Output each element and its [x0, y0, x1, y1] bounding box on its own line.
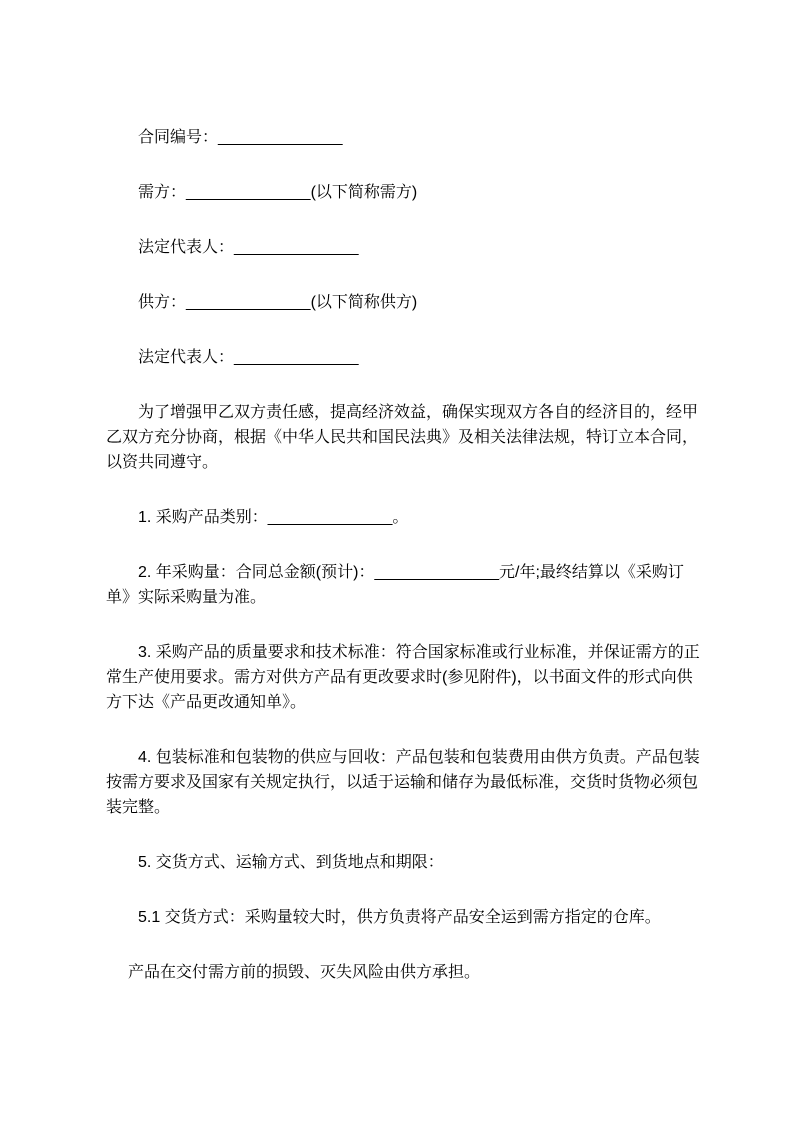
buyer-legal-representative-line: 法定代表人：______________	[138, 239, 359, 256]
buyer-line: 需方：______________(以下简称需方)	[138, 184, 418, 201]
contract-number-line: 合同编号：______________	[138, 129, 343, 146]
clause-1-product-category: 1. 采购产品类别：______________。	[138, 509, 409, 526]
clause-5-1-delivery-method: 5.1 交货方式：采购量较大时，供方负责将产品安全运到需方指定的仓库。	[138, 909, 661, 926]
clause-4-packaging-standards: 4. 包装标准和包装物的供应与回收：产品包装和包装费用由供方负责。产品包装按需方要求及国家有关规定执行，以适于运输和储存为最低标准，交货时货物必须包装完整。	[106, 749, 700, 816]
supplier-legal-representative-line: 法定代表人：______________	[138, 349, 359, 366]
clause-2-annual-purchase-volume: 2. 年采购量：合同总金额(预计)：______________元/年;最终结算以《采购订单》实际采购量为准。	[106, 564, 684, 606]
clause-5-delivery-heading: 5. 交货方式、运输方式、到货地点和期限：	[138, 854, 444, 871]
supplier-line: 供方：______________(以下简称供方)	[138, 294, 418, 311]
preamble-paragraph: 为了增强甲乙双方责任感，提高经济效益，确保实现双方各自的经济目的，经甲乙双方充分协商，根据《中华人民共和国民法典》及相关法律法规，特订立本合同，以资共同遵守。	[106, 404, 699, 471]
clause-3-quality-and-technical-standards: 3. 采购产品的质量要求和技术标准：符合国家标准或行业标准，并保证需方的正常生产使用要求。需方对供方产品有更改要求时(参见附件)，以书面文件的形式向供方下达《产品更改通知单》。	[106, 644, 700, 711]
clause-risk-before-delivery: 产品在交付需方前的损毁、灭失风险由供方承担。	[128, 964, 481, 981]
